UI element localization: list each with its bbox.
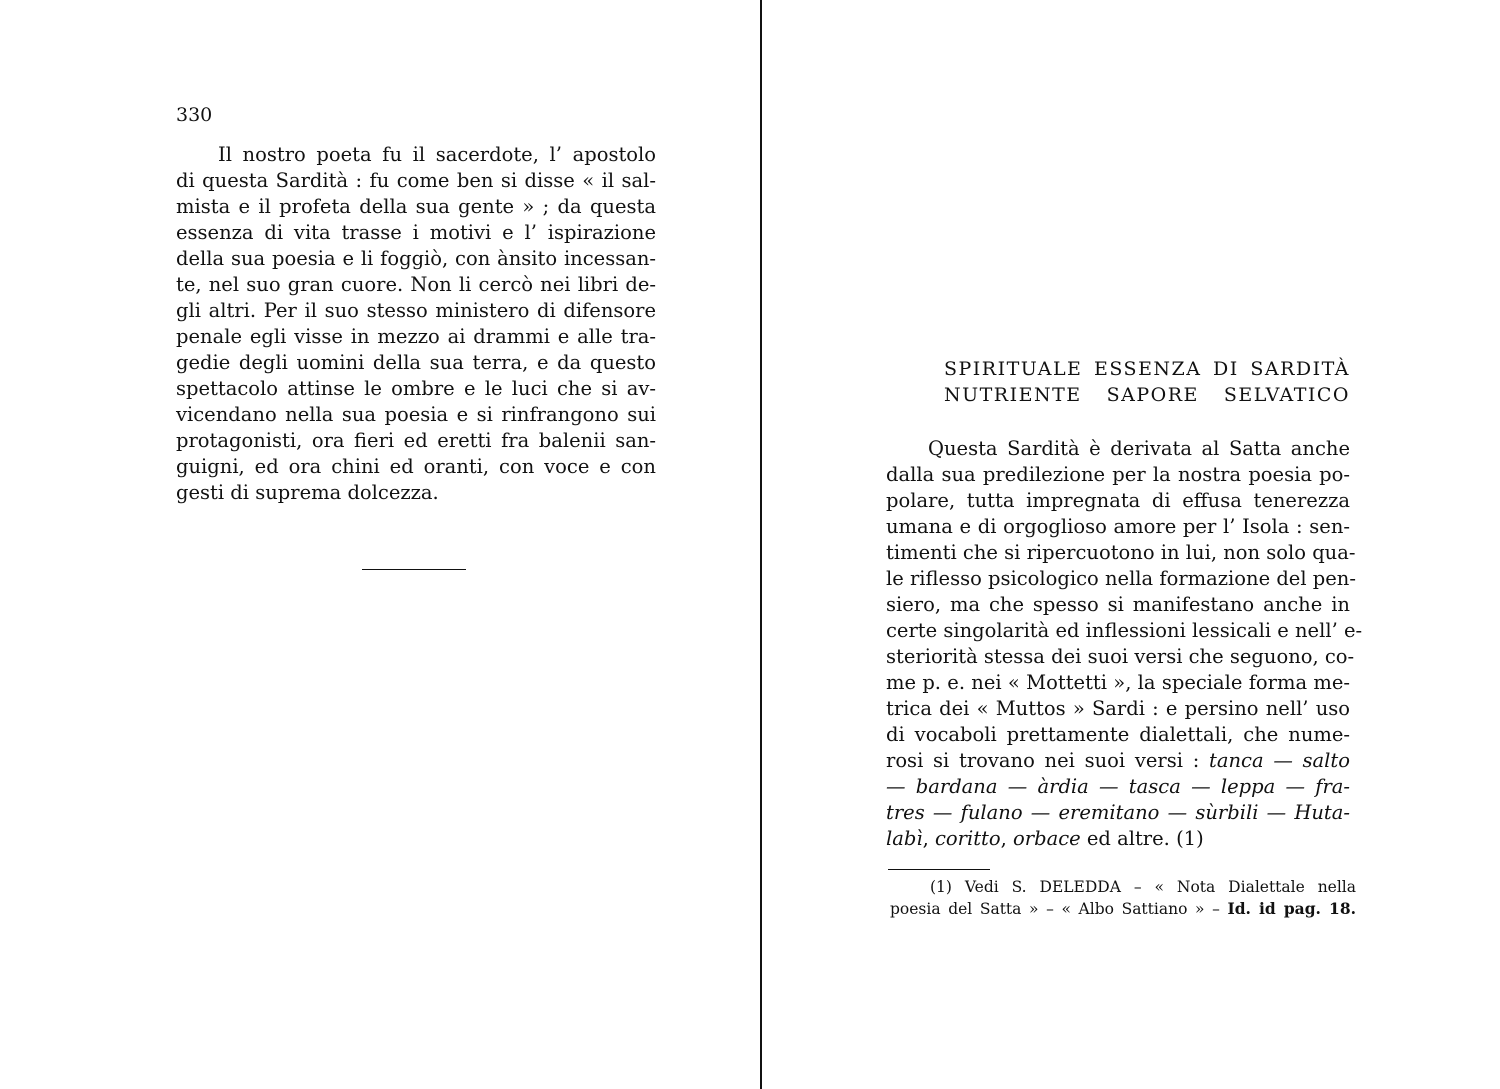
footnote-reference: Id. id pag. 18.	[1227, 899, 1356, 918]
text-line	[886, 748, 1350, 774]
text-line	[886, 826, 1350, 852]
text-line: mista e il profeta della sua gente » ; da questa	[176, 195, 656, 218]
text-line	[886, 800, 1350, 826]
text-line: me p. e. nei « Mottetti », la speciale forma me-	[886, 671, 1350, 694]
text-run: ,	[922, 827, 935, 850]
footnote-rule	[888, 869, 990, 870]
text-line: guigni, ed ora chini ed oranti, con voce e con	[176, 455, 656, 478]
italic-run: orbace	[1013, 827, 1081, 850]
text-line: Questa Sardità è derivata al Satta anche	[928, 437, 1350, 460]
heading-line: NUTRIENTE SAPORE SELVATICO	[944, 384, 1350, 406]
heading-line: SPIRITUALE ESSENZA DI SARDITÀ	[944, 358, 1350, 380]
section-end-rule	[362, 569, 466, 570]
text-line: Il nostro poeta fu il sacerdote, l’ apostolo	[218, 143, 656, 166]
text-line: di vocaboli prettamente dialettali, che nume-	[886, 723, 1350, 746]
text-line: gedie degli uomini della sua terra, e da questo	[176, 351, 656, 374]
text-line: essenza di vita trasse i motivi e l’ ispirazione	[176, 221, 656, 244]
text-line: dalla sua predilezione per la nostra poesia po-	[886, 463, 1350, 486]
footnote-line	[890, 898, 1356, 920]
italic-run: — bardana — àrdia — tasca — leppa — fra-	[886, 775, 1350, 798]
text-line: te, nel suo gran cuore. Non li cercò nei libri de-	[176, 273, 656, 296]
italic-run: coritto	[935, 827, 1001, 850]
book-gutter	[760, 0, 762, 1089]
text-run: ed altre. (1)	[1080, 827, 1204, 850]
left-page-paragraph	[176, 142, 656, 506]
text-line: gli altri. Per il suo stesso ministero di difensore	[176, 299, 656, 322]
footnote	[890, 876, 1356, 920]
text-line: gesti di suprema dolcezza.	[176, 481, 439, 504]
text-line: trica dei « Muttos » Sardi : e persino nell’ uso	[886, 697, 1350, 720]
text-run: poesia del Satta » – « Albo Sattiano » –	[890, 900, 1228, 918]
section-heading	[944, 356, 1350, 408]
text-line: spettacolo attinse le ombre e le luci che si av-	[176, 377, 656, 400]
right-page-paragraph	[886, 436, 1363, 852]
text-line: steriorità stessa dei suoi versi che seguono, co-	[886, 645, 1355, 668]
italic-run: tres — fulano — eremitano — sùrbili — Huta-	[886, 801, 1350, 824]
text-line: protagonisti, ora fieri ed eretti fra balenii san-	[176, 429, 656, 452]
text-line: della sua poesia e li foggiò, con ànsito incessan-	[176, 247, 656, 270]
text-line: le riflesso psicologico nella formazione del pen-	[886, 567, 1356, 590]
text-line: certe singolarità ed inflessioni lessicali e nell’ e-	[886, 619, 1363, 642]
footnote-line: (1) Vedi S. DELEDDA – « Nota Dialettale nella	[930, 878, 1356, 896]
text-run: rosi si trovano nei suoi versi :	[886, 749, 1210, 772]
text-line: timenti che si ripercuotono in lui, non solo qua-	[886, 541, 1356, 564]
text-line: polare, tutta impregnata di effusa tenerezza	[886, 489, 1350, 512]
text-line: siero, ma che spesso si manifestano anche in	[886, 593, 1350, 616]
page-number: 330	[176, 104, 213, 126]
text-line: umana e di orgoglioso amore per l’ Isola : sen-	[886, 515, 1350, 538]
text-line	[886, 774, 1350, 800]
text-line: penale egli visse in mezzo ai drammi e alle tra-	[176, 325, 656, 348]
italic-run: labì	[886, 827, 923, 850]
text-run: ,	[1000, 827, 1014, 850]
text-line: di questa Sardità : fu come ben si disse « il sal-	[176, 169, 656, 192]
text-line: vicendano nella sua poesia e si rinfrangono sui	[176, 403, 656, 426]
italic-run: tanca — salto	[1209, 749, 1350, 772]
